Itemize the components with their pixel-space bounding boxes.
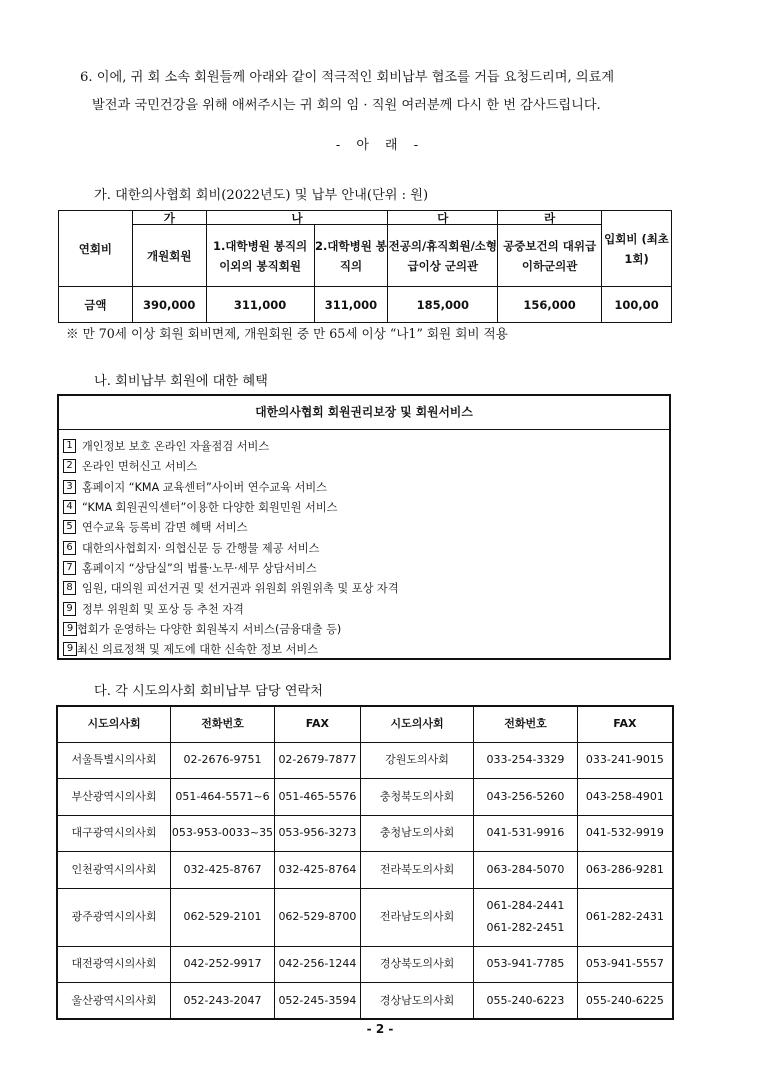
- number-box: 5: [63, 520, 76, 534]
- benefit-text: 개인정보 보호 온라인 자율점검 서비스: [82, 440, 270, 454]
- number-box: 9: [63, 642, 77, 656]
- number-box: 7: [63, 561, 76, 575]
- group-da: 다: [388, 211, 498, 225]
- table-row: [57, 852, 673, 889]
- table-cell: 055-240-6223: [474, 983, 578, 1020]
- benefits-list: [59, 430, 669, 659]
- number-box: 2: [63, 459, 76, 473]
- header-cell: 시도의사회: [57, 706, 171, 742]
- table-cell: 061-282-2431: [577, 888, 673, 946]
- table-cell: 032-425-8767: [171, 852, 275, 889]
- table-row: [57, 779, 673, 816]
- fee-table: [58, 210, 672, 323]
- table-cell: 전라남도의사회: [360, 888, 473, 946]
- intro-line-2: 발전과 국민건강을 위해 애써주시는 귀 회의 임 · 직원 여러분께 다시 한 번 감사드립니다.: [92, 98, 601, 113]
- phone-line-2: 061-282-2451: [486, 921, 565, 934]
- table-cell: 강원도의사회: [360, 742, 473, 779]
- intro-line-1: 6. 이에, 귀 회 소속 회원들께 아래와 같이 적극적인 회비납부 협조를 거듭 요청드리며, 의료계: [80, 70, 615, 85]
- table-cell: 062-529-8700: [274, 888, 360, 946]
- table-cell: 043-258-4901: [577, 779, 673, 816]
- list-item: [63, 477, 669, 497]
- group-na: 나: [206, 211, 388, 225]
- group-ga: 가: [132, 211, 206, 225]
- table-cell: 051-464-5571~6: [171, 779, 275, 816]
- number-box: 6: [63, 541, 76, 555]
- table-cell: 032-425-8764: [274, 852, 360, 889]
- table-cell: 055-240-6225: [577, 983, 673, 1020]
- amount-cell: 390,000: [132, 287, 206, 323]
- amount-cell: 311,000: [314, 287, 388, 323]
- number-box: 8: [63, 581, 76, 595]
- table-cell: 041-531-9916: [474, 815, 578, 852]
- table-cell: 울산광역시의사회: [57, 983, 171, 1020]
- section-na-heading: 나. 회비납부 회원에 대한 혜택: [94, 374, 268, 389]
- table-row: [57, 888, 673, 946]
- table-cell: 02-2676-9751: [171, 742, 275, 779]
- col-univ-employed: 2.대학병원 봉직의: [314, 225, 388, 287]
- list-item: [63, 456, 669, 476]
- table-cell: 042-256-1244: [274, 946, 360, 983]
- table-cell: 052-245-3594: [274, 983, 360, 1020]
- number-box: 9: [63, 602, 76, 616]
- benefits-title: 대한의사협회 회원권리보장 및 회원서비스: [59, 396, 669, 430]
- list-item: [63, 537, 669, 557]
- header-cell: FAX: [274, 706, 360, 742]
- list-item: [63, 619, 669, 639]
- number-box: 4: [63, 500, 76, 514]
- fee-note: ※ 만 70세 이상 회원 회비면제, 개원회원 중 만 65세 이상 “나1” 회원 회비 적용: [66, 326, 508, 341]
- table-cell: 053-941-7785: [474, 946, 578, 983]
- list-item: [63, 598, 669, 618]
- section-da-heading: 다. 각 시도의사회 회비납부 담당 연락처: [94, 684, 323, 699]
- benefit-text: 홈페이지 “상담실”의 법률·노무·세무 상담서비스: [82, 561, 317, 575]
- row-label-annual-fee: 연회비: [59, 211, 133, 287]
- table-cell: 041-532-9919: [577, 815, 673, 852]
- table-cell: 대구광역시의사회: [57, 815, 171, 852]
- group-ra: 라: [498, 211, 602, 225]
- benefit-text: “KMA 회원권익센터”이용한 다양한 회원민원 서비스: [82, 501, 338, 515]
- amount-cell: 156,000: [498, 287, 602, 323]
- table-cell: 051-465-5576: [274, 779, 360, 816]
- table-cell: 부산광역시의사회: [57, 779, 171, 816]
- table-cell: 광주광역시의사회: [57, 888, 171, 946]
- number-box: 3: [63, 480, 76, 494]
- amount-cell: 100,00: [602, 287, 672, 323]
- table-cell: 인천광역시의사회: [57, 852, 171, 889]
- header-cell: FAX: [577, 706, 673, 742]
- benefit-text: 연수교육 등록비 감면 혜택 서비스: [82, 521, 248, 535]
- table-cell: 충청북도의사회: [360, 779, 473, 816]
- header-cell: 전화번호: [171, 706, 275, 742]
- col-non-univ-employed: 1.대학병원 봉직의 이외의 봉직회원: [206, 225, 314, 287]
- contacts-table: [56, 705, 674, 1020]
- table-cell: 052-243-2047: [171, 983, 275, 1020]
- benefit-text: 대한의사협회지· 의협신문 등 간행물 제공 서비스: [82, 541, 320, 555]
- benefit-text: 협회가 운영하는 다양한 회원복지 서비스(금융대출 등): [77, 622, 342, 636]
- table-row: [57, 742, 673, 779]
- list-item: [63, 639, 669, 659]
- amount-cell: 311,000: [206, 287, 314, 323]
- list-item: [63, 436, 669, 456]
- table-cell: 033-254-3329: [474, 742, 578, 779]
- table-cell: 053-956-3273: [274, 815, 360, 852]
- table-cell: 대전광역시의사회: [57, 946, 171, 983]
- benefit-text: 임원, 대의원 피선거권 및 선거권과 위원회 위원위촉 및 포상 자격: [82, 582, 399, 596]
- table-cell: 042-252-9917: [171, 946, 275, 983]
- table-cell: 033-241-9015: [577, 742, 673, 779]
- benefit-text: 홈페이지 “KMA 교육센터”사이버 연수교육 서비스: [82, 480, 327, 494]
- table-row: [57, 946, 673, 983]
- table-row: [57, 983, 673, 1020]
- table-cell: [474, 888, 578, 946]
- col-resident: 전공의/휴직회원/소형급이상 군의관: [388, 225, 498, 287]
- table-cell: 062-529-2101: [171, 888, 275, 946]
- number-box: 1: [63, 439, 76, 453]
- table-row: [57, 815, 673, 852]
- table-cell: 경상남도의사회: [360, 983, 473, 1020]
- list-item: [63, 517, 669, 537]
- table-cell: 02-2679-7877: [274, 742, 360, 779]
- benefits-box: [57, 394, 671, 660]
- benefit-text: 정부 위원회 및 포상 등 추천 자격: [82, 602, 244, 616]
- benefit-text: 최신 의료정책 및 제도에 대한 신속한 정보 서비스: [77, 643, 319, 657]
- arae-heading: - 아 래 -: [335, 138, 425, 153]
- section-ga-heading: 가. 대한의사협회 회비(2022년도) 및 납부 안내(단위 : 원): [94, 188, 429, 203]
- table-cell: 053-953-0033~35: [171, 815, 275, 852]
- col-practitioner: 개원회원: [132, 225, 206, 287]
- table-cell: 경상북도의사회: [360, 946, 473, 983]
- intro-paragraph: [80, 64, 700, 120]
- phone-line-1: 061-284-2441: [486, 899, 565, 912]
- page-number: - 2 -: [366, 1022, 394, 1036]
- col-public-health: 공중보건의 대위급이하군의관: [498, 225, 602, 287]
- list-item: [63, 497, 669, 517]
- table-cell: 충청남도의사회: [360, 815, 473, 852]
- table-cell: 063-284-5070: [474, 852, 578, 889]
- amount-cell: 185,000: [388, 287, 498, 323]
- benefit-text: 온라인 면허신고 서비스: [82, 460, 198, 474]
- list-item: [63, 578, 669, 598]
- header-cell: 전화번호: [474, 706, 578, 742]
- col-entrance-fee: 입회비 (최초 1회): [602, 211, 672, 287]
- table-cell: 063-286-9281: [577, 852, 673, 889]
- header-cell: 시도의사회: [360, 706, 473, 742]
- table-cell: 서울특별시의사회: [57, 742, 171, 779]
- number-box: 9: [63, 622, 77, 636]
- list-item: [63, 558, 669, 578]
- table-cell: 043-256-5260: [474, 779, 578, 816]
- table-cell: 전라북도의사회: [360, 852, 473, 889]
- amount-label: 금액: [59, 287, 133, 323]
- table-cell: 053-941-5557: [577, 946, 673, 983]
